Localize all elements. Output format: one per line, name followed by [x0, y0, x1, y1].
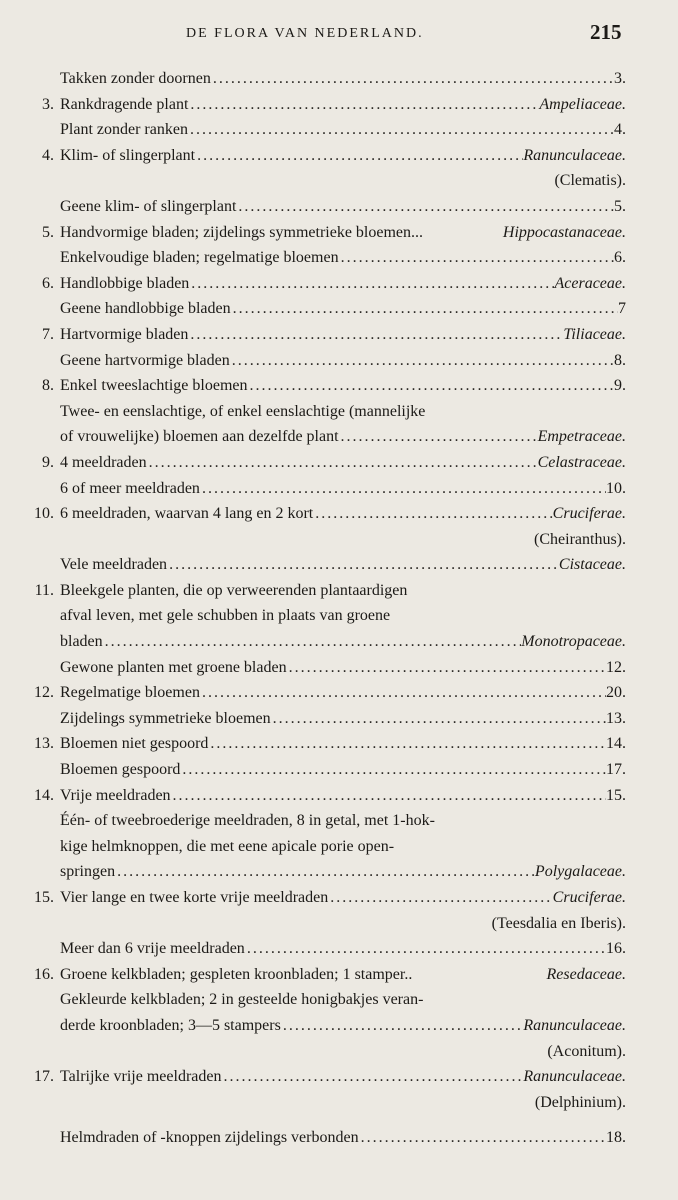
family-name: Celastraceae.	[537, 453, 626, 471]
dot-leader	[180, 757, 606, 783]
family-name: Empetraceae.	[537, 428, 626, 446]
family-name: Tiliaceae.	[563, 325, 626, 343]
dot-leader	[200, 680, 606, 706]
key-line	[0, 296, 678, 322]
key-line	[0, 501, 678, 527]
key-line-text	[60, 911, 626, 937]
key-line-text	[60, 348, 626, 374]
dot-leader	[230, 348, 614, 374]
key-line	[0, 783, 678, 809]
step-reference: 13.	[606, 709, 626, 727]
dot-leader	[245, 936, 606, 962]
key-line-text	[60, 885, 626, 911]
key-step-number: 4.	[42, 146, 54, 164]
key-line-text	[60, 655, 626, 681]
family-name: Cistaceae.	[558, 556, 626, 574]
dot-leader	[231, 296, 618, 322]
key-line	[0, 245, 678, 271]
key-step-number: 15.	[34, 889, 54, 906]
key-line	[0, 834, 678, 860]
key-description: kige helmknoppen, die met eene apicale porie open-	[60, 837, 395, 855]
key-description: Geene handlobbige bladen	[60, 300, 231, 318]
dot-leader	[271, 706, 606, 732]
key-line	[0, 1064, 678, 1090]
key-description: Geene hartvormige bladen	[60, 351, 230, 369]
key-line	[0, 603, 678, 629]
key-line	[0, 92, 678, 118]
key-description: 4 meeldraden	[60, 453, 147, 471]
key-line-text	[60, 66, 626, 92]
dot-leader	[188, 322, 563, 348]
key-line-text	[60, 373, 626, 399]
key-description: Bleekgele planten, die op verweerenden plantaardigen	[60, 581, 408, 599]
family-name: Aceraceae.	[554, 274, 626, 292]
key-line	[0, 168, 678, 194]
key-line-text	[60, 962, 626, 988]
key-line	[0, 757, 678, 783]
key-line-text	[60, 117, 626, 143]
step-reference: 6.	[614, 249, 626, 267]
key-description: Rankdragende plant	[60, 95, 189, 113]
dot-leader	[103, 629, 522, 655]
key-step-number: 3.	[42, 95, 54, 113]
key-description: derde kroonbladen; 3—5 stampers	[60, 1016, 281, 1034]
key-description: Bloemen gespoord	[60, 761, 181, 779]
key-line-text	[60, 322, 626, 348]
key-line	[0, 987, 678, 1013]
dot-leader	[287, 655, 606, 681]
dot-leader	[200, 476, 606, 502]
key-line	[0, 655, 678, 681]
family-name: Polygalaceae.	[534, 863, 626, 881]
key-line-text	[60, 680, 626, 706]
key-line-text	[60, 168, 626, 194]
genus-note: (Delphinium).	[534, 1093, 626, 1111]
dot-leader	[115, 859, 535, 885]
key-line-text	[60, 859, 626, 885]
genus-note: (Teesdalia en Iberis).	[491, 914, 626, 932]
key-step-number: 9.	[42, 453, 54, 471]
key-line-text	[60, 783, 626, 809]
family-name: Ranunculaceae.	[523, 1068, 626, 1086]
dot-leader	[208, 731, 606, 757]
key-line-text	[60, 527, 626, 553]
key-description: bladen	[60, 633, 103, 651]
key-step-number: 8.	[42, 377, 54, 395]
dot-leader	[236, 194, 614, 220]
key-line	[0, 271, 678, 297]
key-description: Regelmatige bloemen	[60, 684, 200, 702]
key-line	[0, 936, 678, 962]
key-line-text	[60, 603, 626, 629]
key-description: Zijdelings symmetrieke bloemen	[60, 709, 271, 727]
key-line-text	[60, 552, 626, 578]
key-description: Één- of tweebroederige meeldraden, 8 in getal, met 1-hok-	[60, 812, 435, 830]
dot-leader	[359, 1125, 606, 1151]
key-description: Meer dan 6 vrije meeldraden	[60, 940, 245, 958]
key-line-text	[60, 296, 626, 322]
key-description: Vrije meeldraden	[60, 786, 171, 804]
key-description: Handlobbige bladen	[60, 274, 190, 292]
step-reference: 10.	[606, 479, 626, 497]
dot-leader	[221, 1064, 523, 1090]
family-name: Ranunculaceae.	[523, 146, 626, 164]
key-line-text	[60, 1064, 626, 1090]
step-reference: 3.	[614, 70, 626, 87]
identification-key	[0, 66, 678, 1151]
dot-leader	[339, 424, 538, 450]
key-description: Klim- of slingerplant	[60, 146, 196, 164]
key-description: Gewone planten met groene bladen	[60, 658, 287, 676]
step-reference: 12.	[606, 658, 626, 676]
key-line-text	[60, 706, 626, 732]
step-reference: 14.	[606, 735, 626, 753]
key-description: Vele meeldraden	[60, 556, 168, 574]
key-line-text	[60, 731, 626, 757]
key-line-text	[60, 936, 626, 962]
key-line	[0, 373, 678, 399]
key-step-number: 14.	[34, 786, 54, 804]
dot-leader	[247, 373, 614, 399]
key-line-text	[60, 245, 626, 271]
family-name: Hippocastanaceae.	[502, 223, 626, 241]
key-line	[0, 1013, 678, 1039]
key-line-text	[60, 1013, 626, 1039]
key-line	[0, 527, 678, 553]
step-reference: 16.	[606, 940, 626, 958]
family-name: Cruciferae.	[552, 505, 626, 523]
key-line-text	[60, 424, 626, 450]
key-description: 6 meeldraden, waarvan 4 lang en 2 kort	[60, 505, 314, 523]
key-line	[0, 962, 678, 988]
key-line	[0, 706, 678, 732]
key-line-text	[60, 501, 626, 527]
key-line-text	[60, 450, 626, 476]
key-description: Takken zonder doornen	[60, 70, 211, 87]
key-line	[0, 424, 678, 450]
dot-leader	[339, 245, 614, 271]
key-line	[0, 348, 678, 374]
key-description: springen	[60, 863, 116, 881]
key-step-number: 17.	[34, 1068, 54, 1086]
step-reference: 4.	[614, 121, 626, 139]
key-description: Bloemen niet gespoord	[60, 735, 209, 753]
key-line-text	[60, 271, 626, 297]
page-header	[0, 20, 678, 48]
key-line-text	[60, 987, 626, 1013]
key-line	[0, 1039, 678, 1065]
key-line	[0, 450, 678, 476]
key-line	[0, 731, 678, 757]
key-line-text	[60, 1125, 626, 1151]
key-description: Plant zonder ranken	[60, 121, 188, 139]
step-reference: 18.	[606, 1129, 626, 1147]
dot-leader	[195, 143, 523, 169]
key-line	[0, 66, 678, 92]
key-description: Vier lange en twee korte vrije meeldraden	[60, 889, 329, 906]
key-description: Geene klim- of slingerplant	[60, 197, 237, 215]
key-description: of vrouwelijke) bloemen aan dezelfde plant	[60, 428, 339, 446]
dot-leader	[188, 92, 539, 118]
key-line	[0, 680, 678, 706]
key-line-text	[60, 476, 626, 502]
dot-leader	[313, 501, 552, 527]
key-description: Helmdraden of -knoppen zijdelings verbonden	[60, 1129, 359, 1147]
key-description: Enkel tweeslachtige bloemen	[60, 377, 248, 395]
key-line-text	[60, 92, 626, 118]
key-line	[0, 220, 678, 246]
key-description: Groene kelkbladen; gespleten kroonbladen; 1 stamper..	[60, 965, 413, 983]
family-name: Ampeliaceae.	[539, 95, 626, 113]
dot-leader	[328, 885, 552, 911]
key-line-text	[60, 220, 626, 246]
key-line-text	[60, 757, 626, 783]
dot-leader	[281, 1013, 524, 1039]
key-line-text	[60, 143, 626, 169]
key-step-number: 12.	[34, 684, 54, 702]
dot-leader	[171, 783, 606, 809]
key-step-number: 10.	[34, 505, 54, 523]
family-name: Cruciferae.	[552, 889, 626, 906]
key-line	[0, 578, 678, 604]
key-description: Enkelvoudige bladen; regelmatige bloemen	[60, 249, 339, 267]
key-line	[0, 808, 678, 834]
key-step-number: 13.	[34, 735, 54, 753]
key-line	[0, 552, 678, 578]
key-line-text	[60, 578, 626, 604]
key-line-text	[60, 194, 626, 220]
key-line-text	[60, 1039, 626, 1065]
genus-note: (Clematis).	[554, 172, 626, 190]
family-name: Ranunculaceae.	[523, 1016, 626, 1034]
key-step-number: 7.	[42, 325, 54, 343]
step-reference: 9.	[614, 377, 626, 395]
dot-leader	[147, 450, 538, 476]
key-step-number: 16.	[34, 965, 54, 983]
key-line	[0, 399, 678, 425]
key-line-text	[60, 808, 626, 834]
dot-leader	[211, 66, 614, 92]
key-description: Talrijke vrije meeldraden	[60, 1068, 222, 1086]
step-reference: 5.	[614, 197, 626, 215]
key-line	[0, 476, 678, 502]
key-line-text	[60, 834, 626, 860]
key-line	[0, 194, 678, 220]
step-reference: 8.	[614, 351, 626, 369]
key-line-text	[60, 1090, 626, 1116]
key-line	[0, 1125, 678, 1151]
dot-leader	[167, 552, 559, 578]
key-step-number: 6.	[42, 274, 54, 292]
key-line	[0, 143, 678, 169]
family-name: Monotropaceae.	[521, 633, 626, 651]
step-reference: 20.	[606, 684, 626, 702]
key-description: Handvormige bladen; zijdelings symmetrieke bloemen...	[60, 223, 424, 241]
family-name: Resedaceae.	[546, 965, 626, 983]
key-step-number: 5.	[42, 223, 54, 241]
key-line	[0, 117, 678, 143]
key-line	[0, 629, 678, 655]
key-description: afval leven, met gele schubben in plaats van groene	[60, 607, 391, 625]
step-reference: 15.	[606, 786, 626, 804]
key-description: Hartvormige bladen	[60, 325, 189, 343]
key-description: Gekleurde kelkbladen; 2 in gesteelde honigbakjes veran-	[60, 991, 424, 1009]
key-line-text	[60, 399, 626, 425]
key-line	[0, 859, 678, 885]
key-line	[0, 1090, 678, 1116]
key-description: Twee- en eenslachtige, of enkel eenslachtige (mannelijke	[60, 402, 426, 420]
genus-note: (Aconitum).	[547, 1042, 626, 1060]
genus-note: (Cheiranthus).	[534, 530, 626, 548]
dot-leader	[189, 271, 554, 297]
step-reference: 7	[618, 300, 626, 318]
key-line	[0, 885, 678, 911]
key-line	[0, 911, 678, 937]
page-number: 215	[590, 20, 622, 44]
key-line	[0, 322, 678, 348]
step-reference: 17.	[606, 761, 626, 779]
key-step-number: 11.	[34, 581, 54, 599]
running-head: DE FLORA VAN NEDERLAND.	[186, 26, 424, 41]
key-line-text	[60, 629, 626, 655]
key-description: 6 of meer meeldraden	[60, 479, 200, 497]
dot-leader	[188, 117, 614, 143]
